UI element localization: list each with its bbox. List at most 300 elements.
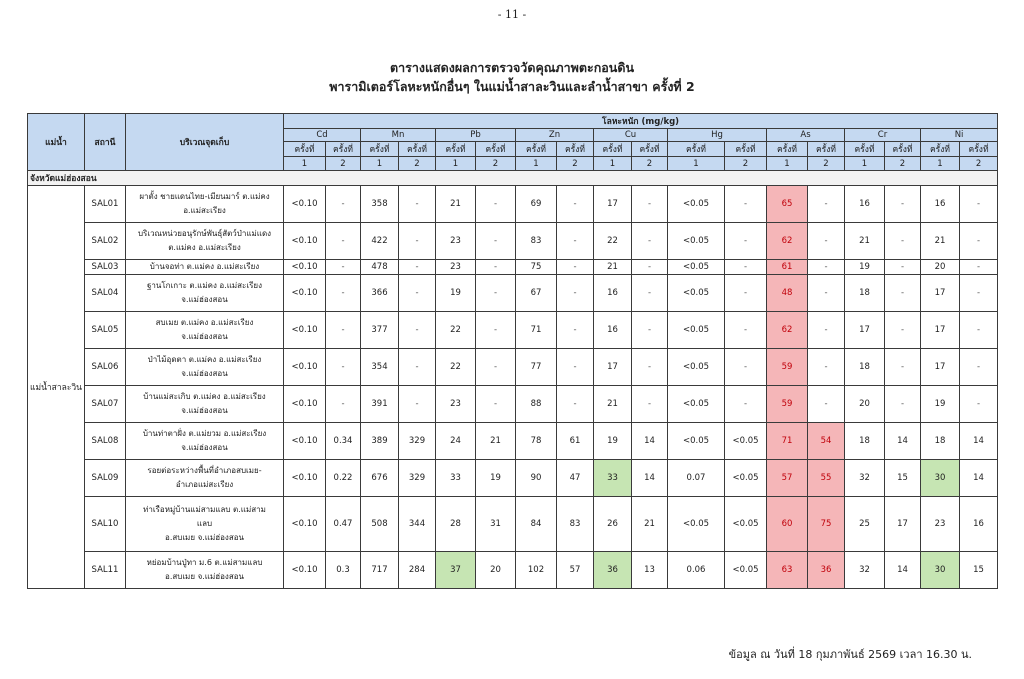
value-cell-cr-round-2: 17 — [885, 497, 921, 552]
table-row — [28, 260, 998, 275]
header-round-label: ครั้งที่ — [632, 142, 668, 157]
header-metal-cu: Cu — [594, 129, 668, 142]
value-cell-zn-round-2: 57 — [557, 552, 594, 589]
value-cell-ni-round-1: 20 — [921, 260, 960, 275]
value-cell-cu-round-1: 16 — [594, 312, 632, 349]
value-cell-cr-round-2: 14 — [885, 423, 921, 460]
value-cell-cd-round-2: - — [326, 386, 361, 423]
title-line-2: พารามิเตอร์โลหะหนักอื่นๆ ในแม่น้ำสาละวินและลำน้ำสาขา ครั้งที่ 2 — [329, 79, 695, 94]
value-cell-cd-round-1: <0.10 — [284, 497, 326, 552]
value-cell-cd-round-2: - — [326, 260, 361, 275]
value-cell-cr-round-1: 19 — [845, 260, 885, 275]
value-cell-hg-round-2: - — [725, 386, 767, 423]
header-round-number: 2 — [557, 157, 594, 171]
value-cell-mn-round-2: - — [399, 223, 436, 260]
location-line: จ.แม่ฮ่องสอน — [181, 406, 228, 415]
value-cell-cu-round-2: 14 — [632, 423, 668, 460]
value-cell-as-round-2: 55 — [808, 460, 845, 497]
value-cell-pb-round-2: - — [476, 186, 516, 223]
value-cell-pb-round-1: 22 — [436, 349, 476, 386]
value-cell-zn-round-2: 61 — [557, 423, 594, 460]
value-cell-zn-round-2: - — [557, 386, 594, 423]
header-metal-cr: Cr — [845, 129, 921, 142]
location-line: รอยต่อระหว่างพื้นที่อำเภอสบเมย- — [147, 466, 262, 475]
header-round-number: 1 — [668, 157, 725, 171]
sampling-location — [126, 312, 284, 349]
value-cell-pb-round-2: - — [476, 349, 516, 386]
value-cell-pb-round-2: - — [476, 312, 516, 349]
value-cell-as-round-1: 61 — [767, 260, 808, 275]
value-cell-mn-round-2: 344 — [399, 497, 436, 552]
table-row — [28, 460, 998, 497]
location-line: จ.แม่ฮ่องสอน — [181, 295, 228, 304]
value-cell-mn-round-2: - — [399, 349, 436, 386]
header-round-label: ครั้งที่ — [557, 142, 594, 157]
value-cell-mn-round-1: 478 — [361, 260, 399, 275]
station-code: SAL03 — [85, 260, 126, 275]
header-round-label: ครั้งที่ — [921, 142, 960, 157]
location-line: ท่าเรือหมู่บ้านแม่สามแลบ ต.แม่สาม — [143, 505, 266, 514]
value-cell-hg-round-1: <0.05 — [668, 386, 725, 423]
table-row — [28, 349, 998, 386]
location-line: ผาตั้ง ชายแดนไทย-เมียนมาร์ ต.แม่คง — [139, 192, 270, 201]
value-cell-cd-round-2: 0.3 — [326, 552, 361, 589]
value-cell-zn-round-2: - — [557, 223, 594, 260]
station-code: SAL06 — [85, 349, 126, 386]
station-code: SAL08 — [85, 423, 126, 460]
sampling-location — [126, 223, 284, 260]
table-row — [28, 497, 998, 552]
header-round-label: ครั้งที่ — [284, 142, 326, 157]
value-cell-pb-round-1: 19 — [436, 275, 476, 312]
sampling-location — [126, 186, 284, 223]
location-line: ป่าไม้อุดตา ต.แม่คง อ.แม่สะเรียง — [147, 355, 262, 364]
location-line: แลบ — [196, 519, 213, 528]
sampling-location — [126, 423, 284, 460]
value-cell-mn-round-1: 354 — [361, 349, 399, 386]
value-cell-cu-round-2: - — [632, 223, 668, 260]
location-line: บ้านแม่สะเกิบ ต.แม่คง อ.แม่สะเรียง — [143, 392, 266, 401]
value-cell-pb-round-2: - — [476, 275, 516, 312]
value-cell-ni-round-1: 18 — [921, 423, 960, 460]
header-metal-mn: Mn — [361, 129, 436, 142]
header-round-number: 2 — [632, 157, 668, 171]
value-cell-ni-round-2: 15 — [960, 552, 998, 589]
value-cell-pb-round-1: 28 — [436, 497, 476, 552]
value-cell-cd-round-2: 0.47 — [326, 497, 361, 552]
data-timestamp: ข้อมูล ณ วันที่ 18 กุมภาพันธ์ 2569 เวลา 16.30 น. — [728, 648, 972, 661]
header-metal-hg: Hg — [668, 129, 767, 142]
value-cell-pb-round-2: - — [476, 386, 516, 423]
value-cell-mn-round-2: 284 — [399, 552, 436, 589]
header-round-number: 2 — [326, 157, 361, 171]
value-cell-cd-round-2: 0.22 — [326, 460, 361, 497]
value-cell-zn-round-1: 69 — [516, 186, 557, 223]
value-cell-cd-round-2: 0.34 — [326, 423, 361, 460]
header-round-label: ครั้งที่ — [326, 142, 361, 157]
header-round-number: 1 — [436, 157, 476, 171]
value-cell-mn-round-1: 508 — [361, 497, 399, 552]
value-cell-pb-round-1: 22 — [436, 312, 476, 349]
value-cell-as-round-2: - — [808, 312, 845, 349]
value-cell-ni-round-1: 16 — [921, 186, 960, 223]
value-cell-as-round-2: - — [808, 186, 845, 223]
value-cell-cr-round-2: 14 — [885, 552, 921, 589]
value-cell-as-round-2: 36 — [808, 552, 845, 589]
value-cell-zn-round-1: 102 — [516, 552, 557, 589]
table-row — [28, 386, 998, 423]
value-cell-cd-round-2: - — [326, 312, 361, 349]
value-cell-cd-round-1: <0.10 — [284, 552, 326, 589]
value-cell-zn-round-1: 77 — [516, 349, 557, 386]
location-line: หย่อมบ้านปู่ทา ม.6 ต.แม่สามแลบ — [146, 558, 263, 567]
header-round-label: ครั้งที่ — [725, 142, 767, 157]
value-cell-cr-round-2: - — [885, 275, 921, 312]
value-cell-hg-round-1: <0.05 — [668, 223, 725, 260]
value-cell-pb-round-2: - — [476, 223, 516, 260]
value-cell-cr-round-1: 32 — [845, 460, 885, 497]
value-cell-pb-round-1: 24 — [436, 423, 476, 460]
header-round-label: ครั้งที่ — [476, 142, 516, 157]
header-round-label: ครั้งที่ — [361, 142, 399, 157]
value-cell-cd-round-1: <0.10 — [284, 423, 326, 460]
location-line: จ.แม่ฮ่องสอน — [181, 332, 228, 341]
header-metal-zn: Zn — [516, 129, 594, 142]
value-cell-cd-round-1: <0.10 — [284, 386, 326, 423]
value-cell-as-round-2: - — [808, 223, 845, 260]
sampling-location — [126, 349, 284, 386]
value-cell-cr-round-1: 20 — [845, 386, 885, 423]
page-title — [0, 58, 1024, 96]
value-cell-cu-round-2: - — [632, 312, 668, 349]
value-cell-as-round-1: 63 — [767, 552, 808, 589]
value-cell-hg-round-2: - — [725, 223, 767, 260]
value-cell-as-round-1: 71 — [767, 423, 808, 460]
value-cell-hg-round-2: <0.05 — [725, 552, 767, 589]
value-cell-zn-round-2: - — [557, 260, 594, 275]
value-cell-cr-round-1: 21 — [845, 223, 885, 260]
value-cell-cr-round-1: 25 — [845, 497, 885, 552]
header-round-number: 1 — [284, 157, 326, 171]
header-round-label: ครั้งที่ — [767, 142, 808, 157]
value-cell-hg-round-2: - — [725, 312, 767, 349]
value-cell-as-round-2: 75 — [808, 497, 845, 552]
header-metal-as: As — [767, 129, 845, 142]
header-round-number: 2 — [476, 157, 516, 171]
table-row — [28, 552, 998, 589]
header-metal-cd: Cd — [284, 129, 361, 142]
station-code: SAL11 — [85, 552, 126, 589]
value-cell-pb-round-2: 21 — [476, 423, 516, 460]
value-cell-zn-round-1: 84 — [516, 497, 557, 552]
value-cell-cr-round-2: - — [885, 386, 921, 423]
header-round-label: ครั้งที่ — [594, 142, 632, 157]
value-cell-ni-round-1: 17 — [921, 312, 960, 349]
value-cell-ni-round-2: 14 — [960, 423, 998, 460]
value-cell-zn-round-1: 75 — [516, 260, 557, 275]
value-cell-ni-round-1: 17 — [921, 275, 960, 312]
value-cell-as-round-2: - — [808, 275, 845, 312]
value-cell-hg-round-1: <0.05 — [668, 312, 725, 349]
value-cell-pb-round-1: 23 — [436, 223, 476, 260]
value-cell-mn-round-2: - — [399, 260, 436, 275]
header-round-number: 1 — [921, 157, 960, 171]
value-cell-ni-round-1: 30 — [921, 460, 960, 497]
location-line: อ.แม่สะเรียง — [183, 206, 226, 215]
value-cell-hg-round-2: <0.05 — [725, 497, 767, 552]
value-cell-cu-round-1: 17 — [594, 186, 632, 223]
value-cell-pb-round-1: 23 — [436, 260, 476, 275]
value-cell-mn-round-1: 389 — [361, 423, 399, 460]
header-round-label: ครั้งที่ — [436, 142, 476, 157]
value-cell-as-round-2: 54 — [808, 423, 845, 460]
header-round-number: 2 — [725, 157, 767, 171]
value-cell-as-round-1: 62 — [767, 223, 808, 260]
header-round-number: 1 — [767, 157, 808, 171]
value-cell-mn-round-1: 366 — [361, 275, 399, 312]
value-cell-ni-round-1: 21 — [921, 223, 960, 260]
value-cell-mn-round-1: 377 — [361, 312, 399, 349]
header-round-label: ครั้งที่ — [808, 142, 845, 157]
value-cell-cu-round-2: - — [632, 349, 668, 386]
value-cell-cu-round-2: - — [632, 275, 668, 312]
value-cell-cu-round-2: 13 — [632, 552, 668, 589]
header-location: บริเวณจุดเก็บ — [126, 114, 284, 171]
table-row — [28, 186, 998, 223]
value-cell-hg-round-1: <0.05 — [668, 260, 725, 275]
value-cell-mn-round-1: 717 — [361, 552, 399, 589]
location-line: บริเวณหน่วยอนุรักษ์พันธุ์สัตว์ป่าแม่แดง — [137, 229, 272, 238]
value-cell-cr-round-1: 32 — [845, 552, 885, 589]
value-cell-pb-round-2: 19 — [476, 460, 516, 497]
value-cell-pb-round-1: 21 — [436, 186, 476, 223]
value-cell-hg-round-2: <0.05 — [725, 460, 767, 497]
value-cell-hg-round-2: - — [725, 275, 767, 312]
value-cell-hg-round-1: <0.05 — [668, 423, 725, 460]
location-line: บ้านท่าตาฝั่ง ต.แม่ยวม อ.แม่สะเรียง — [142, 429, 267, 438]
value-cell-ni-round-1: 17 — [921, 349, 960, 386]
value-cell-cd-round-1: <0.10 — [284, 260, 326, 275]
value-cell-cu-round-2: - — [632, 260, 668, 275]
header-station: สถานี — [85, 114, 126, 171]
value-cell-pb-round-2: - — [476, 260, 516, 275]
value-cell-hg-round-2: - — [725, 349, 767, 386]
value-cell-hg-round-2: - — [725, 260, 767, 275]
value-cell-hg-round-1: <0.05 — [668, 186, 725, 223]
location-line: สบเมย ต.แม่คง อ.แม่สะเรียง — [155, 318, 254, 327]
value-cell-as-round-2: - — [808, 349, 845, 386]
value-cell-zn-round-2: - — [557, 186, 594, 223]
value-cell-hg-round-1: 0.06 — [668, 552, 725, 589]
value-cell-cr-round-2: - — [885, 186, 921, 223]
value-cell-cu-round-1: 33 — [594, 460, 632, 497]
sampling-location — [126, 497, 284, 552]
value-cell-ni-round-2: - — [960, 275, 998, 312]
value-cell-pb-round-1: 33 — [436, 460, 476, 497]
value-cell-cu-round-1: 16 — [594, 275, 632, 312]
value-cell-mn-round-2: 329 — [399, 423, 436, 460]
value-cell-cu-round-1: 21 — [594, 386, 632, 423]
value-cell-cd-round-2: - — [326, 275, 361, 312]
header-river: แม่น้ำ — [28, 114, 85, 171]
value-cell-zn-round-2: - — [557, 349, 594, 386]
station-code: SAL05 — [85, 312, 126, 349]
value-cell-ni-round-2: - — [960, 186, 998, 223]
value-cell-pb-round-1: 23 — [436, 386, 476, 423]
value-cell-cd-round-1: <0.10 — [284, 275, 326, 312]
value-cell-cr-round-2: - — [885, 223, 921, 260]
value-cell-zn-round-1: 83 — [516, 223, 557, 260]
value-cell-cr-round-2: - — [885, 260, 921, 275]
sampling-location — [126, 260, 284, 275]
value-cell-ni-round-2: - — [960, 349, 998, 386]
table-row — [28, 423, 998, 460]
value-cell-mn-round-1: 391 — [361, 386, 399, 423]
value-cell-zn-round-1: 78 — [516, 423, 557, 460]
table-row — [28, 312, 998, 349]
station-code: SAL01 — [85, 186, 126, 223]
value-cell-as-round-2: - — [808, 386, 845, 423]
value-cell-cd-round-1: <0.10 — [284, 223, 326, 260]
value-cell-zn-round-1: 67 — [516, 275, 557, 312]
value-cell-cd-round-1: <0.10 — [284, 460, 326, 497]
header-round-label: ครั้งที่ — [960, 142, 998, 157]
value-cell-cr-round-1: 18 — [845, 275, 885, 312]
value-cell-as-round-1: 59 — [767, 386, 808, 423]
value-cell-cu-round-2: - — [632, 386, 668, 423]
value-cell-cu-round-1: 36 — [594, 552, 632, 589]
header-heavy-metals: โลหะหนัก (mg/kg) — [284, 114, 998, 129]
location-line: จ.แม่ฮ่องสอน — [181, 369, 228, 378]
station-code: SAL09 — [85, 460, 126, 497]
value-cell-ni-round-2: 16 — [960, 497, 998, 552]
value-cell-zn-round-1: 71 — [516, 312, 557, 349]
value-cell-ni-round-1: 23 — [921, 497, 960, 552]
value-cell-cr-round-1: 16 — [845, 186, 885, 223]
header-round-number: 2 — [399, 157, 436, 171]
value-cell-mn-round-2: 329 — [399, 460, 436, 497]
header-round-number: 1 — [845, 157, 885, 171]
header-round-number: 1 — [516, 157, 557, 171]
header-round-number: 2 — [885, 157, 921, 171]
header-round-number: 1 — [594, 157, 632, 171]
value-cell-cd-round-2: - — [326, 223, 361, 260]
value-cell-zn-round-2: - — [557, 312, 594, 349]
location-line: อ.สบเมย จ.แม่ฮ่องสอน — [165, 572, 244, 581]
value-cell-ni-round-2: 14 — [960, 460, 998, 497]
value-cell-as-round-1: 59 — [767, 349, 808, 386]
page-number: - 11 - — [497, 8, 527, 21]
value-cell-cr-round-1: 18 — [845, 349, 885, 386]
value-cell-mn-round-2: - — [399, 275, 436, 312]
value-cell-cr-round-2: - — [885, 312, 921, 349]
header-round-number: 2 — [808, 157, 845, 171]
station-code: SAL07 — [85, 386, 126, 423]
value-cell-cu-round-1: 21 — [594, 260, 632, 275]
value-cell-as-round-1: 48 — [767, 275, 808, 312]
header-round-number: 2 — [960, 157, 998, 171]
value-cell-ni-round-2: - — [960, 312, 998, 349]
value-cell-as-round-2: - — [808, 260, 845, 275]
value-cell-cd-round-1: <0.10 — [284, 186, 326, 223]
sampling-location — [126, 460, 284, 497]
header-round-label: ครั้งที่ — [885, 142, 921, 157]
sampling-location — [126, 386, 284, 423]
river-name: แม่น้ำสาละวิน — [28, 186, 85, 589]
value-cell-ni-round-1: 19 — [921, 386, 960, 423]
value-cell-mn-round-1: 422 — [361, 223, 399, 260]
value-cell-ni-round-2: - — [960, 386, 998, 423]
value-cell-cd-round-2: - — [326, 349, 361, 386]
value-cell-cu-round-1: 26 — [594, 497, 632, 552]
header-round-number: 1 — [361, 157, 399, 171]
header-round-label: ครั้งที่ — [668, 142, 725, 157]
value-cell-as-round-1: 62 — [767, 312, 808, 349]
location-line: ฐานโกเกาะ ต.แม่คง อ.แม่สะเรียง — [147, 281, 262, 290]
value-cell-ni-round-2: - — [960, 223, 998, 260]
value-cell-hg-round-1: <0.05 — [668, 349, 725, 386]
value-cell-hg-round-1: 0.07 — [668, 460, 725, 497]
value-cell-as-round-1: 60 — [767, 497, 808, 552]
title-line-1: ตารางแสดงผลการตรวจวัดคุณภาพตะกอนดิน — [389, 60, 635, 75]
value-cell-cr-round-2: 15 — [885, 460, 921, 497]
value-cell-cu-round-1: 22 — [594, 223, 632, 260]
location-line: อ.สบเมย จ.แม่ฮ่องสอน — [165, 533, 244, 542]
table-row — [28, 275, 998, 312]
value-cell-cd-round-1: <0.10 — [284, 349, 326, 386]
header-round-label: ครั้งที่ — [399, 142, 436, 157]
value-cell-cd-round-1: <0.10 — [284, 312, 326, 349]
value-cell-pb-round-2: 20 — [476, 552, 516, 589]
value-cell-ni-round-2: - — [960, 260, 998, 275]
header-metal-ni: Ni — [921, 129, 998, 142]
value-cell-zn-round-2: - — [557, 275, 594, 312]
station-code: SAL10 — [85, 497, 126, 552]
location-line: ต.แม่คง อ.แม่สะเรียง — [168, 243, 241, 252]
table-row — [28, 223, 998, 260]
sampling-location — [126, 275, 284, 312]
value-cell-mn-round-2: - — [399, 386, 436, 423]
value-cell-as-round-1: 57 — [767, 460, 808, 497]
value-cell-hg-round-2: <0.05 — [725, 423, 767, 460]
location-line: บ้านจอท่า ต.แม่คง อ.แม่สะเรียง — [149, 262, 260, 271]
value-cell-cd-round-2: - — [326, 186, 361, 223]
value-cell-cu-round-1: 17 — [594, 349, 632, 386]
value-cell-hg-round-1: <0.05 — [668, 497, 725, 552]
value-cell-as-round-1: 65 — [767, 186, 808, 223]
value-cell-cu-round-2: 14 — [632, 460, 668, 497]
header-round-label: ครั้งที่ — [845, 142, 885, 157]
value-cell-zn-round-2: 47 — [557, 460, 594, 497]
location-line: จ.แม่ฮ่องสอน — [181, 443, 228, 452]
value-cell-mn-round-2: - — [399, 312, 436, 349]
value-cell-cr-round-2: - — [885, 349, 921, 386]
value-cell-cu-round-2: 21 — [632, 497, 668, 552]
value-cell-cu-round-2: - — [632, 186, 668, 223]
location-line: อำเภอแม่สะเรียง — [175, 480, 234, 489]
header-round-label: ครั้งที่ — [516, 142, 557, 157]
value-cell-mn-round-2: - — [399, 186, 436, 223]
value-cell-hg-round-1: <0.05 — [668, 275, 725, 312]
value-cell-mn-round-1: 676 — [361, 460, 399, 497]
value-cell-cr-round-1: 17 — [845, 312, 885, 349]
value-cell-cu-round-1: 19 — [594, 423, 632, 460]
station-code: SAL04 — [85, 275, 126, 312]
value-cell-zn-round-2: 83 — [557, 497, 594, 552]
value-cell-zn-round-1: 90 — [516, 460, 557, 497]
value-cell-cr-round-1: 18 — [845, 423, 885, 460]
value-cell-mn-round-1: 358 — [361, 186, 399, 223]
